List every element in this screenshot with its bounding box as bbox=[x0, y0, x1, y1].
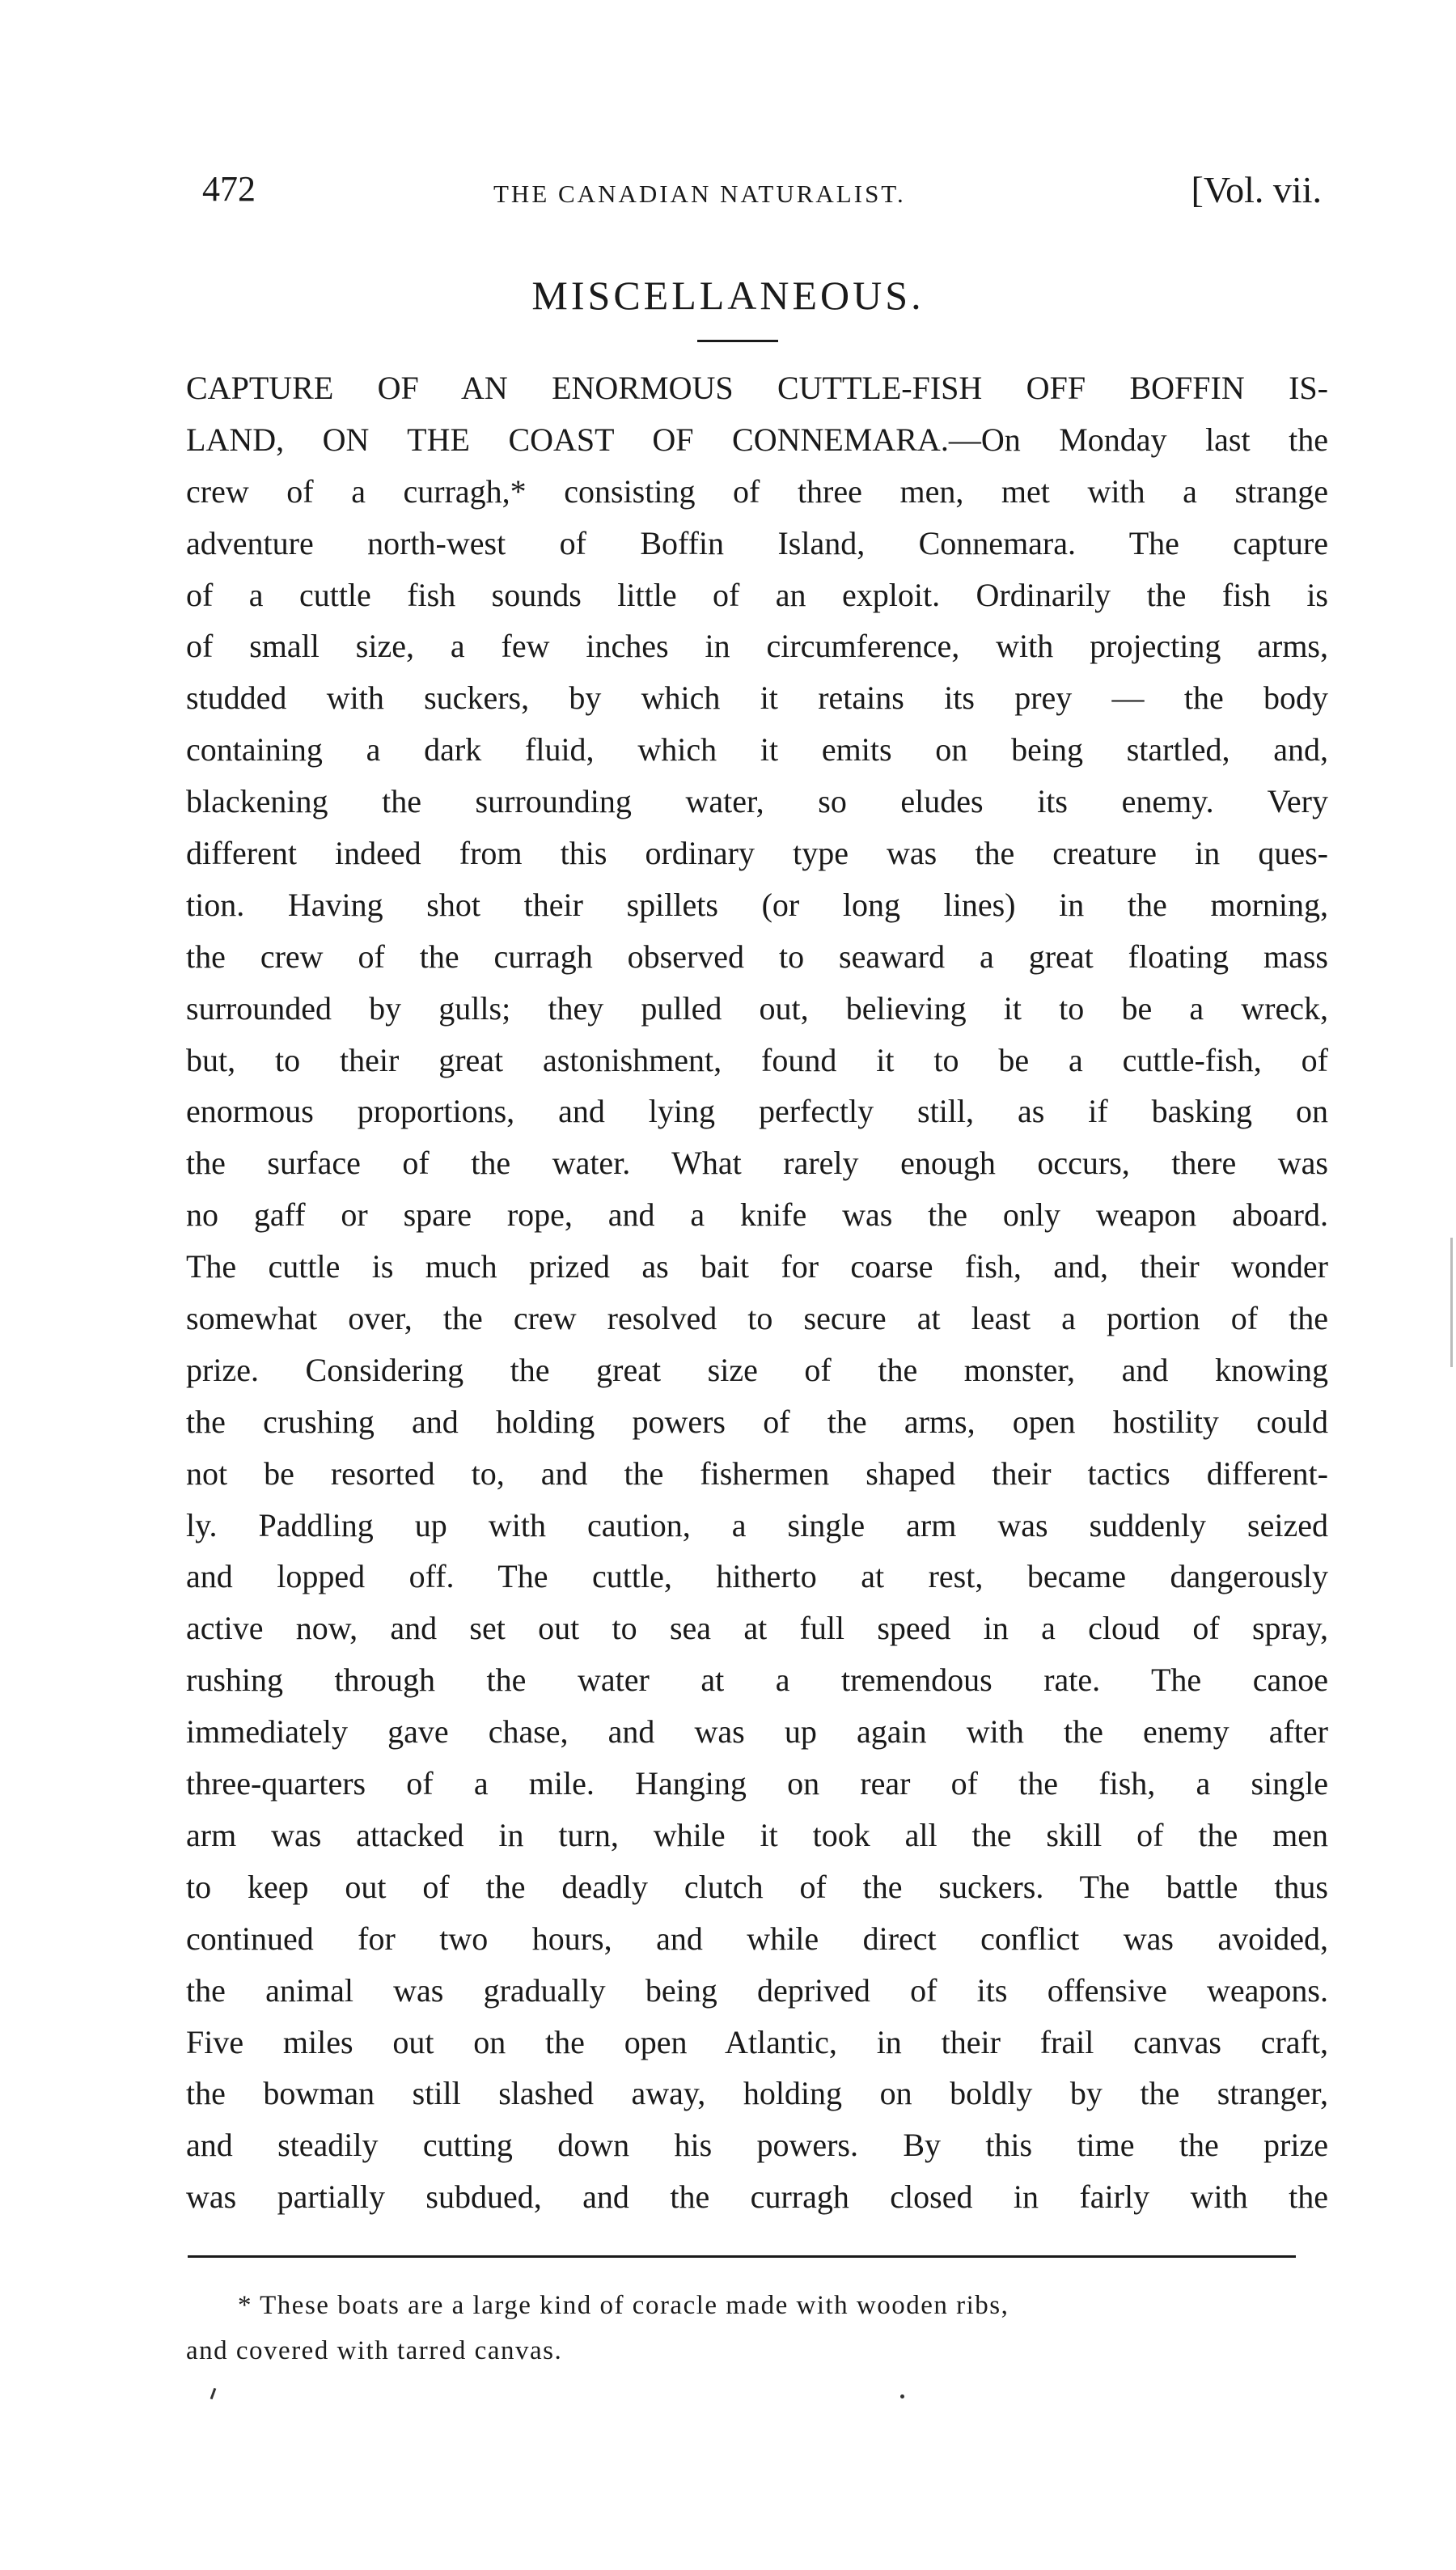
text-line: of small size, a few inches in circumference, with projecting arms, bbox=[186, 628, 1328, 665]
text-line: was partially subdued, and the curragh closed in fairly with the bbox=[186, 2178, 1328, 2216]
text-line: but, to their great astonishment, found it to be a cuttle-fish, of bbox=[186, 1041, 1328, 1078]
text-line: studded with suckers, by which it retains its prey — the body bbox=[186, 680, 1328, 717]
text-line: containing a dark fluid, which it emits on being startled, and, bbox=[186, 731, 1328, 768]
print-speck bbox=[900, 2394, 904, 2399]
volume-label: [Vol. vii. bbox=[1191, 169, 1322, 210]
running-header bbox=[202, 168, 1335, 225]
footnote-rule bbox=[188, 2255, 1296, 2258]
text-line: the crushing and holding powers of the arms, open hostility could bbox=[186, 1403, 1328, 1440]
running-head-title: THE CANADIAN NATURALIST. bbox=[493, 180, 906, 208]
text-line: adventure north-west of Boffin Island, Connemara. The capture bbox=[186, 524, 1328, 561]
text-line: the crew of the curragh observed to seaward a great floating mass bbox=[186, 938, 1328, 975]
text-line: three-quarters of a mile. Hanging on rear of the fish, a single bbox=[186, 1765, 1328, 1802]
text-line: Five miles out on the open Atlantic, in their frail canvas craft, bbox=[186, 2023, 1328, 2060]
text-line: rushing through the water at a tremendous rate. The canoe bbox=[186, 1662, 1328, 1699]
text-line: The cuttle is much prized as bait for coarse fish, and, their wonder bbox=[186, 1248, 1328, 1285]
text-line: and lopped off. The cuttle, hitherto at rest, became dangerously bbox=[186, 1558, 1328, 1595]
footnote-line: * These boats are a large kind of coracle made with wooden ribs, bbox=[238, 2291, 1009, 2320]
text-line: somewhat over, the crew resolved to secure at least a portion of the bbox=[186, 1300, 1328, 1337]
text-line: ly. Paddling up with caution, a single arm was suddenly seized bbox=[186, 1506, 1328, 1543]
text-line: the surface of the water. What rarely enough occurs, there was bbox=[186, 1145, 1328, 1182]
article-body bbox=[186, 362, 1328, 2216]
text-line: continued for two hours, and while direct conflict was avoided, bbox=[186, 1920, 1328, 1957]
margin-mark bbox=[1450, 1238, 1453, 1367]
text-line: different indeed from this ordinary type was the creature in ques- bbox=[186, 835, 1328, 872]
text-line: the animal was gradually being deprived of its offensive weapons. bbox=[186, 1971, 1328, 2009]
text-line: LAND, ON THE COAST OF CONNEMARA.—On Monday last the bbox=[186, 421, 1328, 458]
text-line: CAPTURE OF AN ENORMOUS CUTTLE-FISH OFF BOFFIN IS- bbox=[186, 370, 1328, 406]
text-line: not be resorted to, and the fishermen shaped their tactics different- bbox=[186, 1454, 1328, 1492]
text-line: immediately gave chase, and was up again with the enemy after bbox=[186, 1713, 1328, 1751]
text-line: surrounded by gulls; they pulled out, believing it to be a wreck, bbox=[186, 989, 1328, 1027]
text-line: prize. Considering the great size of the monster, and knowing bbox=[186, 1351, 1328, 1388]
section-title: MISCELLANEOUS. bbox=[531, 273, 925, 318]
text-line: arm was attacked in turn, while it took all the skill of the men bbox=[186, 1816, 1328, 1853]
text-line: blackening the surrounding water, so eludes its enemy. Very bbox=[186, 783, 1328, 820]
text-line: no gaff or spare rope, and a knife was the only weapon aboard. bbox=[186, 1196, 1328, 1234]
text-line: the bowman still slashed away, holding on boldly by the stranger, bbox=[186, 2075, 1328, 2112]
title-rule bbox=[697, 340, 778, 342]
text-line: enormous proportions, and lying perfectly still, as if basking on bbox=[186, 1093, 1328, 1130]
text-line: and steadily cutting down his powers. By this time the prize bbox=[186, 2127, 1328, 2164]
text-line: crew of a curragh,* consisting of three men, met with a strange bbox=[186, 472, 1328, 510]
footnote-line: and covered with tarred canvas. bbox=[186, 2336, 563, 2365]
text-line: active now, and set out to sea at full speed in a cloud of spray, bbox=[186, 1610, 1328, 1647]
text-line: tion. Having shot their spillets (or long lines) in the morning, bbox=[186, 886, 1328, 923]
page-number: 472 bbox=[202, 169, 256, 209]
text-line: to keep out of the deadly clutch of the suckers. The battle thus bbox=[186, 1868, 1328, 1905]
footnote bbox=[186, 2283, 1328, 2373]
print-speck bbox=[210, 2388, 217, 2399]
text-line: of a cuttle fish sounds little of an exploit. Ordinarily the fish is bbox=[186, 576, 1328, 613]
